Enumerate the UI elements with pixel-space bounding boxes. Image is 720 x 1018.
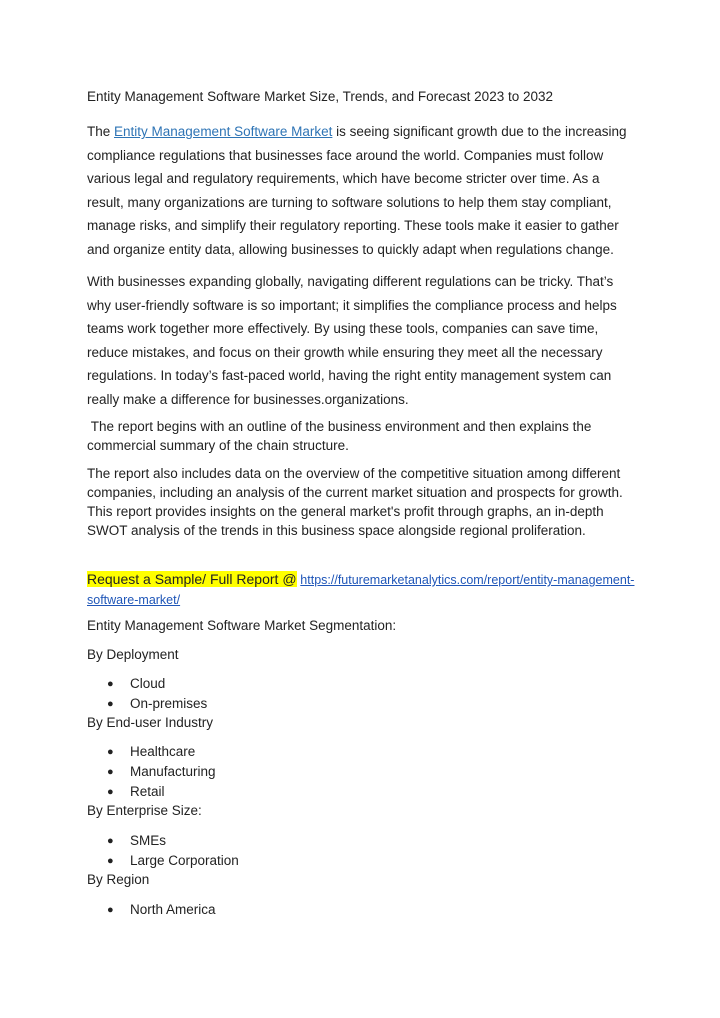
report-overview-paragraph: The report also includes data on the overview of the competitive situation among different companies, including an analysis of the current market situation and prospects for growth. This report provides insights on the general market's profit through graphs, an in-depth SWOT analysis of the trends in this business space alongside regional proliferation. bbox=[87, 466, 623, 538]
intro-paragraph bbox=[87, 120, 639, 261]
list-item: ● Healthcare bbox=[87, 742, 216, 762]
list-item: ● Large Corporation bbox=[87, 851, 239, 871]
report-url-link[interactable]: https://futuremarketanalytics.com/report/entity-management-software-market/ bbox=[87, 573, 635, 607]
list-item: ● Retail bbox=[87, 782, 216, 802]
market-link[interactable]: Entity Management Software Market bbox=[114, 124, 333, 139]
enterprise-size-list bbox=[87, 831, 239, 871]
segment-heading-deployment: By Deployment bbox=[87, 647, 179, 662]
intro-suffix: is seeing significant growth due to the increasing compliance regulations that businesses face around the world. Companies must follow various legal and regulatory requirements, which have become stricter over time. As a result, many organizations are turning to software solutions to help them stay compliant, manage risks, and simplify their regulatory reporting. These tools make it easier to gather and organize entity data, allowing businesses to quickly adapt when regulations change. bbox=[87, 124, 627, 257]
list-item: ● On-premises bbox=[87, 694, 207, 714]
segmentation-heading: Entity Management Software Market Segmentation: bbox=[87, 618, 397, 633]
segment-heading-region: By Region bbox=[87, 872, 150, 887]
bullet-icon: ● bbox=[107, 835, 114, 847]
segment-heading-enterprise-size: By Enterprise Size: bbox=[87, 803, 202, 818]
deployment-list bbox=[87, 674, 207, 714]
request-sample-line bbox=[87, 570, 639, 610]
bullet-icon: ● bbox=[107, 678, 114, 690]
list-item: ● North America bbox=[87, 900, 216, 920]
end-user-list bbox=[87, 742, 216, 802]
bullet-icon: ● bbox=[107, 766, 114, 778]
report-outline-paragraph: The report begins with an outline of the business environment and then explains the commercial summary of the chain structure. bbox=[87, 419, 596, 453]
bullet-icon: ● bbox=[107, 904, 114, 916]
list-item: ● Manufacturing bbox=[87, 762, 216, 782]
list-item: ● SMEs bbox=[87, 831, 239, 851]
list-item: ● Cloud bbox=[87, 674, 207, 694]
region-list bbox=[87, 900, 216, 920]
request-sample-label: Request a Sample/ Full Report @ bbox=[87, 571, 297, 587]
intro-prefix: The bbox=[87, 124, 115, 139]
document-title: Entity Management Software Market Size, Trends, and Forecast 2023 to 2032 bbox=[87, 89, 554, 104]
bullet-icon: ● bbox=[107, 746, 114, 758]
bullet-icon: ● bbox=[107, 786, 114, 798]
globalization-paragraph: With businesses expanding globally, navigating different regulations can be tricky. That’s why user-friendly software is so important; it simplifies the compliance process and helps teams work together more effectively. By using these tools, companies can save time, reduce mistakes, and focus on their growth while ensuring they meet all the necessary regulations. In today’s fast-paced world, having the right entity management system can really make a difference for businesses.organizations. bbox=[87, 274, 617, 407]
bullet-icon: ● bbox=[107, 698, 114, 710]
segment-heading-end-user: By End-user Industry bbox=[87, 715, 214, 730]
bullet-icon: ● bbox=[107, 855, 114, 867]
